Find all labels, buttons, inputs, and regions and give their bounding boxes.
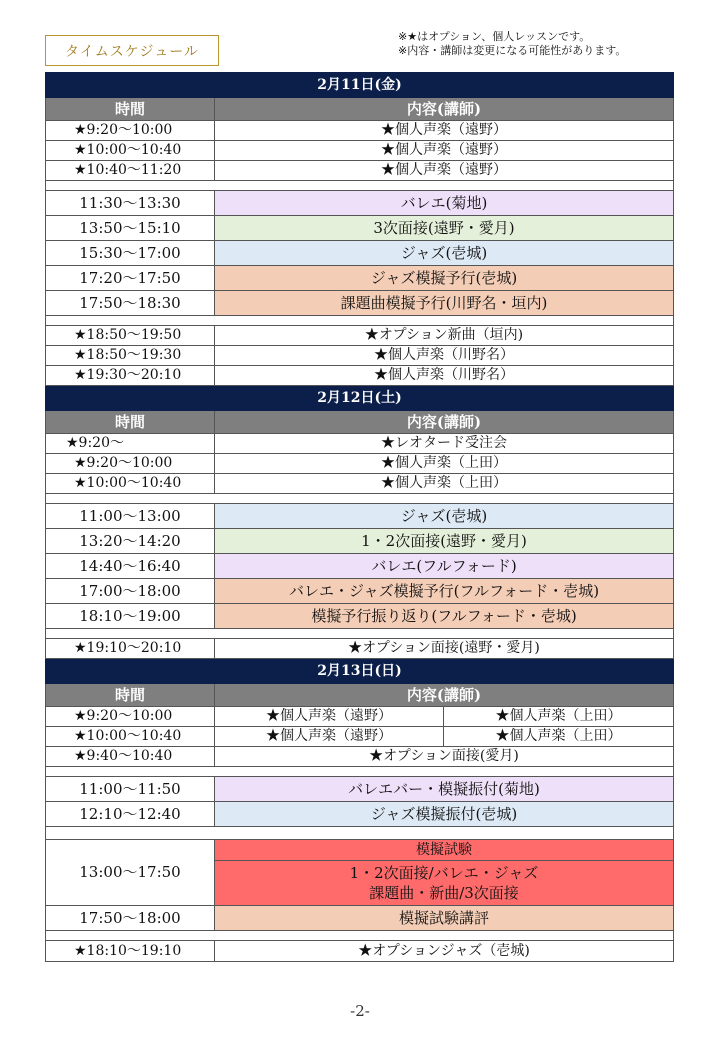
table-row xyxy=(46,579,674,604)
content-cell: ジャズ(壱城) xyxy=(215,241,674,266)
column-header xyxy=(46,411,674,434)
spacer-row xyxy=(46,181,674,191)
time-cell: 13:20〜14:20 xyxy=(46,529,215,554)
time-cell: ★18:10〜19:10 xyxy=(46,941,215,962)
table-row xyxy=(46,454,674,474)
table-row xyxy=(46,346,674,366)
time-cell: 17:00〜18:00 xyxy=(46,579,215,604)
time-cell: ★10:00〜10:40 xyxy=(46,141,215,161)
page-number: -2- xyxy=(350,1002,370,1020)
spacer-row xyxy=(46,629,674,639)
time-cell: 13:50〜15:10 xyxy=(46,216,215,241)
content-header: 内容(講師) xyxy=(215,411,674,434)
spacer-row xyxy=(46,767,674,777)
content-cell: バレエバー・模擬振付(菊地) xyxy=(215,777,674,802)
note-change: ※内容・講師は変更になる可能性があります。 xyxy=(398,44,627,57)
spacer-row xyxy=(46,931,674,941)
content-cell: ★オプション面接(愛月) xyxy=(215,747,674,767)
time-cell: ★19:30〜20:10 xyxy=(46,366,215,386)
content-cell: 模擬予行振り返り(フルフォード・壱城) xyxy=(215,604,674,629)
schedule-table xyxy=(45,72,673,962)
content-cell: ★個人声楽（川野名） xyxy=(215,346,674,366)
time-cell: 17:20〜17:50 xyxy=(46,266,215,291)
time-cell: ★9:20〜10:00 xyxy=(46,121,215,141)
table-row xyxy=(46,941,674,962)
table-row xyxy=(46,474,674,494)
content-cell: ジャズ模擬予行(壱城) xyxy=(215,266,674,291)
content-cell-left: ★個人声楽（遠野） xyxy=(215,707,444,727)
table-row xyxy=(46,191,674,216)
content-cell-mock-exam-detail xyxy=(215,861,674,906)
content-header: 内容(講師) xyxy=(215,98,674,121)
content-cell-mock-exam: 模擬試験 xyxy=(215,840,674,861)
time-cell: 14:40〜16:40 xyxy=(46,554,215,579)
day-date: 2月11日(金) xyxy=(46,73,674,98)
day-header-feb11 xyxy=(46,73,674,98)
table-row xyxy=(46,529,674,554)
table-row xyxy=(46,802,674,827)
spacer-row xyxy=(46,494,674,504)
content-cell: バレエ・ジャズ模擬予行(フルフォード・壱城) xyxy=(215,579,674,604)
time-cell: ★18:50〜19:50 xyxy=(46,326,215,346)
table-row xyxy=(46,161,674,181)
schedule-title: タイムスケジュール xyxy=(45,35,219,66)
day-header-feb13 xyxy=(46,659,674,684)
content-cell-right: ★個人声楽（上田） xyxy=(444,707,674,727)
time-cell: 13:00〜17:50 xyxy=(46,840,215,906)
time-header: 時間 xyxy=(46,411,215,434)
time-cell: 12:10〜12:40 xyxy=(46,802,215,827)
table-row xyxy=(46,121,674,141)
time-cell: ★10:00〜10:40 xyxy=(46,727,215,747)
time-cell: ★9:20〜10:00 xyxy=(46,707,215,727)
table-row xyxy=(46,906,674,931)
content-cell: ★個人声楽（川野名） xyxy=(215,366,674,386)
table-row xyxy=(46,141,674,161)
table-row xyxy=(46,366,674,386)
time-cell: 17:50〜18:00 xyxy=(46,906,215,931)
table-row xyxy=(46,434,674,454)
mock-exam-line2: 課題曲・新曲/3次面接 xyxy=(369,884,519,902)
spacer-row xyxy=(46,316,674,326)
content-cell: ★個人声楽（遠野） xyxy=(215,161,674,181)
content-cell: ★オプション面接(遠野・愛月) xyxy=(215,639,674,659)
content-cell: ★個人声楽（遠野） xyxy=(215,121,674,141)
table-row xyxy=(46,604,674,629)
time-cell: ★9:40〜10:40 xyxy=(46,747,215,767)
note-option: ※★はオプション、個人レッスンです。 xyxy=(398,30,591,43)
table-row xyxy=(46,291,674,316)
time-cell: 18:10〜19:00 xyxy=(46,604,215,629)
time-cell: 11:00〜13:00 xyxy=(46,504,215,529)
content-cell: ジャズ模擬振付(壱城) xyxy=(215,802,674,827)
time-cell: 11:30〜13:30 xyxy=(46,191,215,216)
content-cell: 3次面接(遠野・愛月) xyxy=(215,216,674,241)
column-header xyxy=(46,684,674,707)
time-cell: 15:30〜17:00 xyxy=(46,241,215,266)
time-cell: ★19:10〜20:10 xyxy=(46,639,215,659)
day-date: 2月12日(土) xyxy=(46,386,674,411)
content-cell: バレエ(菊地) xyxy=(215,191,674,216)
day-header-feb12 xyxy=(46,386,674,411)
table-row xyxy=(46,777,674,802)
content-cell: ★個人声楽（遠野） xyxy=(215,141,674,161)
content-cell: 課題曲模擬予行(川野名・垣内) xyxy=(215,291,674,316)
content-cell: ★オプション新曲（垣内) xyxy=(215,326,674,346)
table-row xyxy=(46,216,674,241)
table-row xyxy=(46,747,674,767)
time-header: 時間 xyxy=(46,98,215,121)
table-row xyxy=(46,326,674,346)
time-cell: ★10:40〜11:20 xyxy=(46,161,215,181)
table-row xyxy=(46,727,674,747)
spacer-row xyxy=(46,827,674,840)
content-cell-left: ★個人声楽（遠野） xyxy=(215,727,444,747)
table-row xyxy=(46,840,674,861)
time-cell: ★18:50〜19:30 xyxy=(46,346,215,366)
content-cell-right: ★個人声楽（上田） xyxy=(444,727,674,747)
table-row xyxy=(46,707,674,727)
content-cell: ★オプションジャズ（壱城) xyxy=(215,941,674,962)
notes xyxy=(398,30,626,58)
column-header xyxy=(46,98,674,121)
table-row xyxy=(46,554,674,579)
day-date: 2月13日(日) xyxy=(46,659,674,684)
time-cell: ★9:20〜 xyxy=(46,434,215,454)
content-header: 内容(講師) xyxy=(215,684,674,707)
time-header: 時間 xyxy=(46,684,215,707)
time-cell: ★10:00〜10:40 xyxy=(46,474,215,494)
mock-exam-line1: 1・2次面接/バレエ・ジャズ xyxy=(349,864,539,882)
content-cell: 1・2次面接(遠野・愛月) xyxy=(215,529,674,554)
content-cell: ジャズ(壱城) xyxy=(215,504,674,529)
content-cell: ★個人声楽（上田） xyxy=(215,454,674,474)
time-cell: ★9:20〜10:00 xyxy=(46,454,215,474)
content-cell: 模擬試験講評 xyxy=(215,906,674,931)
time-cell: 11:00〜11:50 xyxy=(46,777,215,802)
table-row xyxy=(46,266,674,291)
content-cell: ★個人声楽（上田） xyxy=(215,474,674,494)
table-row xyxy=(46,504,674,529)
table-row xyxy=(46,639,674,659)
table-row xyxy=(46,241,674,266)
content-cell: ★レオタード受注会 xyxy=(215,434,674,454)
time-cell: 17:50〜18:30 xyxy=(46,291,215,316)
content-cell: バレエ(フルフォード) xyxy=(215,554,674,579)
